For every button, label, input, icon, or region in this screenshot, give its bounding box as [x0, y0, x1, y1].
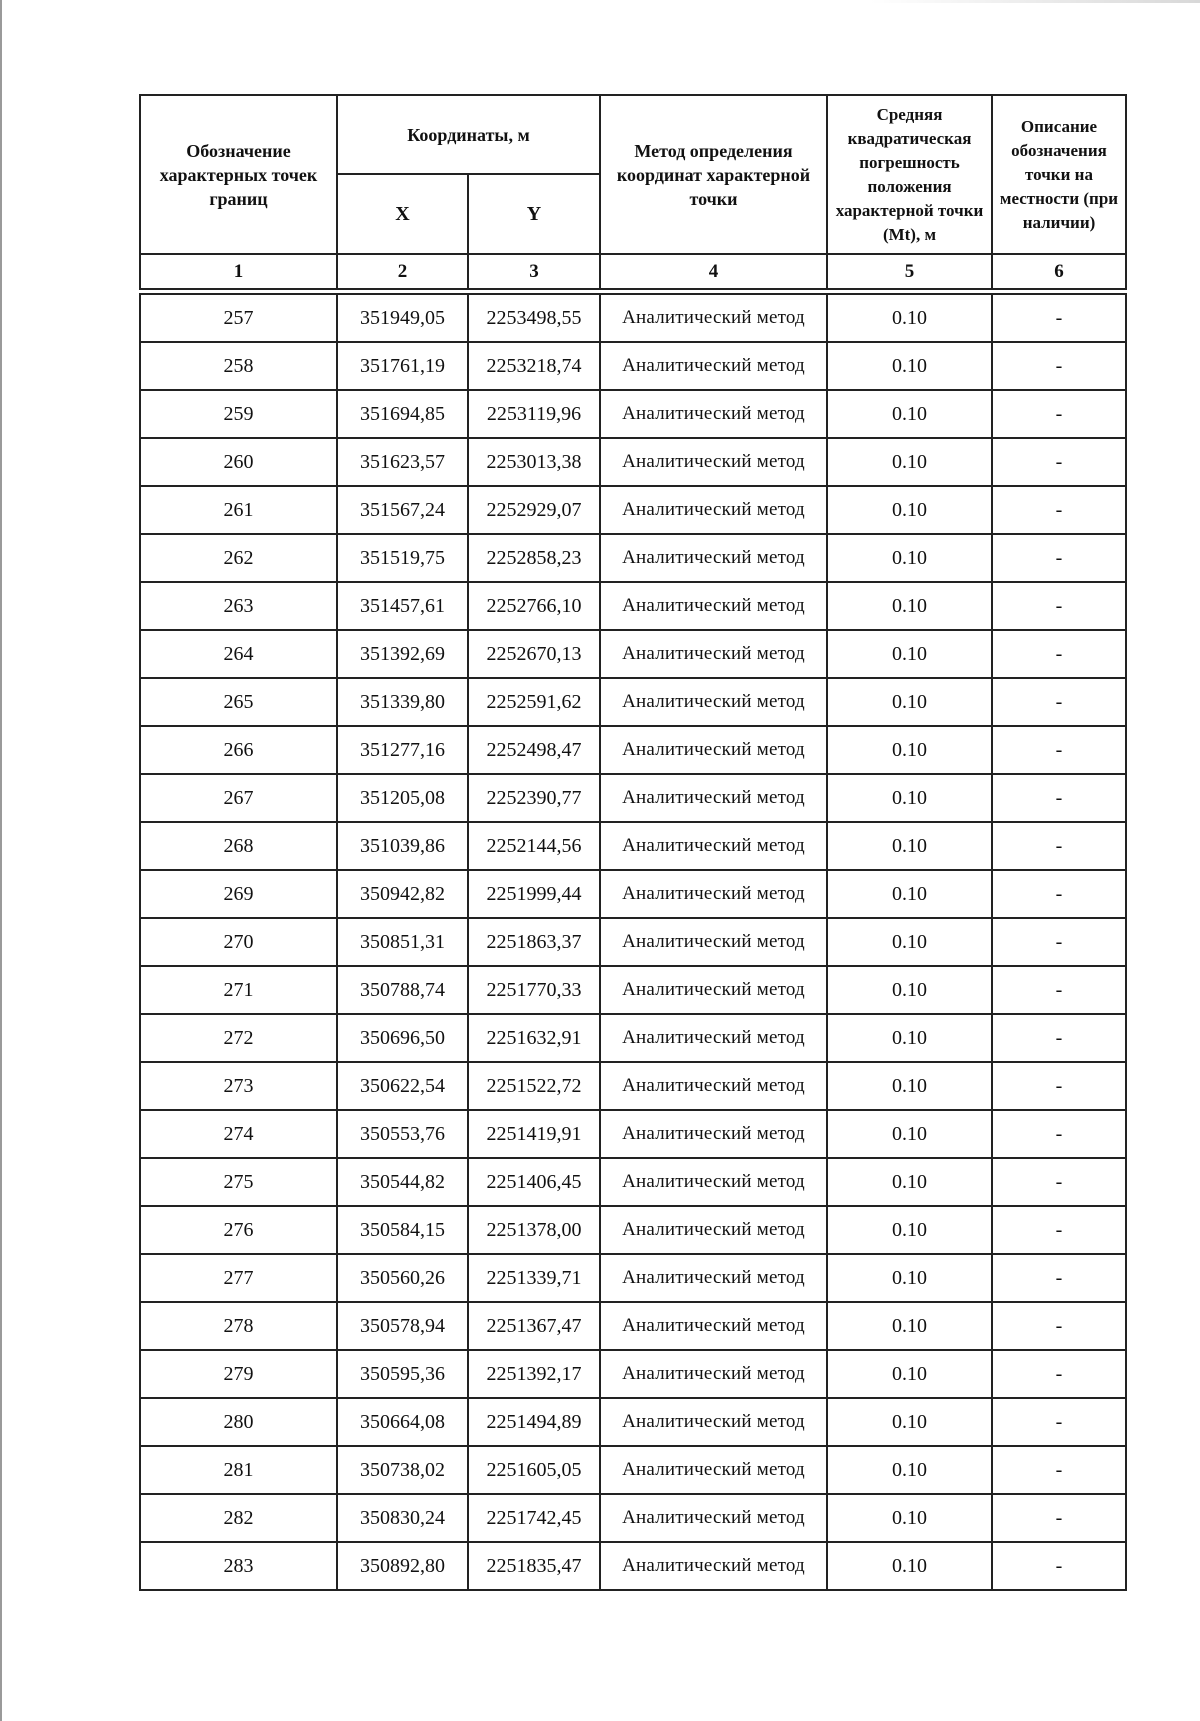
cell-point: 261	[140, 486, 337, 534]
table-row	[140, 1014, 1126, 1062]
cell-point: 280	[140, 1398, 337, 1446]
cell-error: 0.10	[827, 630, 992, 678]
cell-x: 351694,85	[337, 390, 468, 438]
header-error: Средняя квадратическая погрешность положения характерной точки (Mt), м	[827, 95, 992, 254]
cell-y: 2251367,47	[468, 1302, 600, 1350]
cell-error: 0.10	[827, 1014, 992, 1062]
cell-y: 2251632,91	[468, 1014, 600, 1062]
cell-description: -	[992, 630, 1126, 678]
cell-error: 0.10	[827, 1542, 992, 1590]
header-x: X	[337, 174, 468, 254]
cell-x: 350544,82	[337, 1158, 468, 1206]
table-row	[140, 1206, 1126, 1254]
cell-error: 0.10	[827, 534, 992, 582]
cell-method: Аналитический метод	[600, 582, 827, 630]
table-header	[140, 95, 1126, 289]
column-number-1: 1	[140, 254, 337, 289]
cell-error: 0.10	[827, 1398, 992, 1446]
cell-method: Аналитический метод	[600, 1398, 827, 1446]
cell-x: 351039,86	[337, 822, 468, 870]
cell-y: 2252390,77	[468, 774, 600, 822]
cell-point: 281	[140, 1446, 337, 1494]
cell-method: Аналитический метод	[600, 822, 827, 870]
cell-method: Аналитический метод	[600, 1302, 827, 1350]
cell-x: 351205,08	[337, 774, 468, 822]
cell-description: -	[992, 774, 1126, 822]
table-row	[140, 1350, 1126, 1398]
cell-method: Аналитический метод	[600, 630, 827, 678]
cell-x: 351761,19	[337, 342, 468, 390]
cell-method: Аналитический метод	[600, 1110, 827, 1158]
cell-x: 350851,31	[337, 918, 468, 966]
cell-point: 276	[140, 1206, 337, 1254]
cell-method: Аналитический метод	[600, 1446, 827, 1494]
cell-error: 0.10	[827, 774, 992, 822]
cell-method: Аналитический метод	[600, 1542, 827, 1590]
cell-error: 0.10	[827, 438, 992, 486]
cell-point: 273	[140, 1062, 337, 1110]
cell-error: 0.10	[827, 294, 992, 342]
cell-description: -	[992, 1302, 1126, 1350]
table-row	[140, 726, 1126, 774]
cell-y: 2251339,71	[468, 1254, 600, 1302]
table-row	[140, 1446, 1126, 1494]
cell-error: 0.10	[827, 390, 992, 438]
cell-error: 0.10	[827, 678, 992, 726]
cell-method: Аналитический метод	[600, 1254, 827, 1302]
cell-description: -	[992, 1398, 1126, 1446]
scan-edge-line	[0, 0, 2, 1721]
cell-x: 350553,76	[337, 1110, 468, 1158]
cell-description: -	[992, 1206, 1126, 1254]
cell-method: Аналитический метод	[600, 294, 827, 342]
cell-x: 350595,36	[337, 1350, 468, 1398]
cell-description: -	[992, 390, 1126, 438]
cell-error: 0.10	[827, 342, 992, 390]
table-row	[140, 534, 1126, 582]
cell-y: 2251522,72	[468, 1062, 600, 1110]
cell-x: 350622,54	[337, 1062, 468, 1110]
cell-y: 2251494,89	[468, 1398, 600, 1446]
cell-error: 0.10	[827, 1302, 992, 1350]
cell-error: 0.10	[827, 1350, 992, 1398]
cell-method: Аналитический метод	[600, 774, 827, 822]
cell-x: 351519,75	[337, 534, 468, 582]
cell-description: -	[992, 1350, 1126, 1398]
cell-x: 350664,08	[337, 1398, 468, 1446]
column-number-4: 4	[600, 254, 827, 289]
cell-point: 265	[140, 678, 337, 726]
cell-method: Аналитический метод	[600, 726, 827, 774]
cell-point: 258	[140, 342, 337, 390]
cell-point: 266	[140, 726, 337, 774]
cell-point: 283	[140, 1542, 337, 1590]
cell-x: 350738,02	[337, 1446, 468, 1494]
table-row	[140, 438, 1126, 486]
cell-method: Аналитический метод	[600, 342, 827, 390]
cell-x: 351277,16	[337, 726, 468, 774]
cell-point: 277	[140, 1254, 337, 1302]
cell-y: 2251863,37	[468, 918, 600, 966]
cell-y: 2251999,44	[468, 870, 600, 918]
table-row	[140, 774, 1126, 822]
cell-point: 257	[140, 294, 337, 342]
header-description: Описание обозначения точки на местности (при наличии)	[992, 95, 1126, 254]
cell-point: 271	[140, 966, 337, 1014]
cell-error: 0.10	[827, 822, 992, 870]
cell-description: -	[992, 1254, 1126, 1302]
cell-method: Аналитический метод	[600, 534, 827, 582]
cell-error: 0.10	[827, 918, 992, 966]
boundary-points-table	[139, 94, 1127, 1591]
cell-y: 2252858,23	[468, 534, 600, 582]
table-row	[140, 1302, 1126, 1350]
cell-description: -	[992, 1446, 1126, 1494]
header-method: Метод определения координат характерной точки	[600, 95, 827, 254]
table-row	[140, 870, 1126, 918]
cell-point: 264	[140, 630, 337, 678]
cell-description: -	[992, 1158, 1126, 1206]
cell-description: -	[992, 438, 1126, 486]
cell-point: 262	[140, 534, 337, 582]
cell-point: 269	[140, 870, 337, 918]
table-row	[140, 966, 1126, 1014]
cell-error: 0.10	[827, 1494, 992, 1542]
cell-description: -	[992, 486, 1126, 534]
cell-point: 259	[140, 390, 337, 438]
header-y: Y	[468, 174, 600, 254]
table-row	[140, 1542, 1126, 1590]
cell-error: 0.10	[827, 1062, 992, 1110]
table-body	[140, 289, 1126, 1590]
cell-point: 268	[140, 822, 337, 870]
cell-point: 263	[140, 582, 337, 630]
cell-description: -	[992, 678, 1126, 726]
cell-x: 351392,69	[337, 630, 468, 678]
cell-y: 2251406,45	[468, 1158, 600, 1206]
cell-x: 351623,57	[337, 438, 468, 486]
column-number-2: 2	[337, 254, 468, 289]
table-row	[140, 918, 1126, 966]
cell-x: 350830,24	[337, 1494, 468, 1542]
table-row	[140, 1158, 1126, 1206]
cell-error: 0.10	[827, 1110, 992, 1158]
cell-y: 2252591,62	[468, 678, 600, 726]
cell-x: 350892,80	[337, 1542, 468, 1590]
scan-corner-shadow	[870, 0, 1200, 3]
cell-point: 279	[140, 1350, 337, 1398]
cell-y: 2251742,45	[468, 1494, 600, 1542]
cell-error: 0.10	[827, 486, 992, 534]
cell-y: 2253013,38	[468, 438, 600, 486]
cell-x: 351457,61	[337, 582, 468, 630]
cell-error: 0.10	[827, 582, 992, 630]
column-number-5: 5	[827, 254, 992, 289]
cell-y: 2252766,10	[468, 582, 600, 630]
cell-description: -	[992, 1110, 1126, 1158]
cell-error: 0.10	[827, 1158, 992, 1206]
cell-method: Аналитический метод	[600, 918, 827, 966]
cell-error: 0.10	[827, 1254, 992, 1302]
cell-x: 351339,80	[337, 678, 468, 726]
cell-error: 0.10	[827, 1446, 992, 1494]
column-numbers-row	[140, 254, 1126, 289]
cell-method: Аналитический метод	[600, 1350, 827, 1398]
table-row	[140, 1062, 1126, 1110]
cell-description: -	[992, 342, 1126, 390]
cell-error: 0.10	[827, 726, 992, 774]
cell-description: -	[992, 582, 1126, 630]
table-row	[140, 390, 1126, 438]
cell-x: 350942,82	[337, 870, 468, 918]
cell-x: 350788,74	[337, 966, 468, 1014]
cell-point: 272	[140, 1014, 337, 1062]
cell-error: 0.10	[827, 966, 992, 1014]
cell-y: 2251419,91	[468, 1110, 600, 1158]
table-row	[140, 678, 1126, 726]
table-row	[140, 582, 1126, 630]
cell-x: 351567,24	[337, 486, 468, 534]
cell-method: Аналитический метод	[600, 678, 827, 726]
cell-x: 350560,26	[337, 1254, 468, 1302]
cell-description: -	[992, 534, 1126, 582]
cell-y: 2251835,47	[468, 1542, 600, 1590]
cell-point: 274	[140, 1110, 337, 1158]
table-row	[140, 630, 1126, 678]
cell-method: Аналитический метод	[600, 1062, 827, 1110]
cell-point: 278	[140, 1302, 337, 1350]
header-point-designation: Обозначение характерных точек границ	[140, 95, 337, 254]
cell-point: 270	[140, 918, 337, 966]
cell-point: 275	[140, 1158, 337, 1206]
cell-y: 2253498,55	[468, 294, 600, 342]
cell-description: -	[992, 1494, 1126, 1542]
cell-description: -	[992, 1014, 1126, 1062]
cell-x: 350578,94	[337, 1302, 468, 1350]
column-number-3: 3	[468, 254, 600, 289]
table-row	[140, 1494, 1126, 1542]
cell-y: 2252670,13	[468, 630, 600, 678]
cell-method: Аналитический метод	[600, 390, 827, 438]
table-row	[140, 486, 1126, 534]
cell-y: 2252929,07	[468, 486, 600, 534]
cell-description: -	[992, 966, 1126, 1014]
cell-method: Аналитический метод	[600, 1014, 827, 1062]
cell-method: Аналитический метод	[600, 1494, 827, 1542]
column-number-6: 6	[992, 254, 1126, 289]
cell-error: 0.10	[827, 870, 992, 918]
cell-description: -	[992, 1542, 1126, 1590]
cell-description: -	[992, 294, 1126, 342]
cell-y: 2251770,33	[468, 966, 600, 1014]
table-row	[140, 294, 1126, 342]
table-row	[140, 1110, 1126, 1158]
cell-y: 2253218,74	[468, 342, 600, 390]
table-row	[140, 1398, 1126, 1446]
cell-method: Аналитический метод	[600, 486, 827, 534]
cell-y: 2251605,05	[468, 1446, 600, 1494]
cell-point: 282	[140, 1494, 337, 1542]
cell-method: Аналитический метод	[600, 1158, 827, 1206]
cell-error: 0.10	[827, 1206, 992, 1254]
table-row	[140, 822, 1126, 870]
header-coordinates: Координаты, м	[337, 95, 600, 174]
cell-y: 2251378,00	[468, 1206, 600, 1254]
cell-method: Аналитический метод	[600, 1206, 827, 1254]
cell-x: 350584,15	[337, 1206, 468, 1254]
cell-point: 267	[140, 774, 337, 822]
cell-description: -	[992, 1062, 1126, 1110]
cell-method: Аналитический метод	[600, 966, 827, 1014]
cell-x: 351949,05	[337, 294, 468, 342]
cell-description: -	[992, 822, 1126, 870]
cell-y: 2252144,56	[468, 822, 600, 870]
cell-y: 2253119,96	[468, 390, 600, 438]
cell-y: 2252498,47	[468, 726, 600, 774]
cell-method: Аналитический метод	[600, 870, 827, 918]
cell-description: -	[992, 726, 1126, 774]
cell-description: -	[992, 870, 1126, 918]
cell-point: 260	[140, 438, 337, 486]
cell-y: 2251392,17	[468, 1350, 600, 1398]
table-row	[140, 342, 1126, 390]
cell-description: -	[992, 918, 1126, 966]
cell-method: Аналитический метод	[600, 438, 827, 486]
cell-x: 350696,50	[337, 1014, 468, 1062]
table-row	[140, 1254, 1126, 1302]
